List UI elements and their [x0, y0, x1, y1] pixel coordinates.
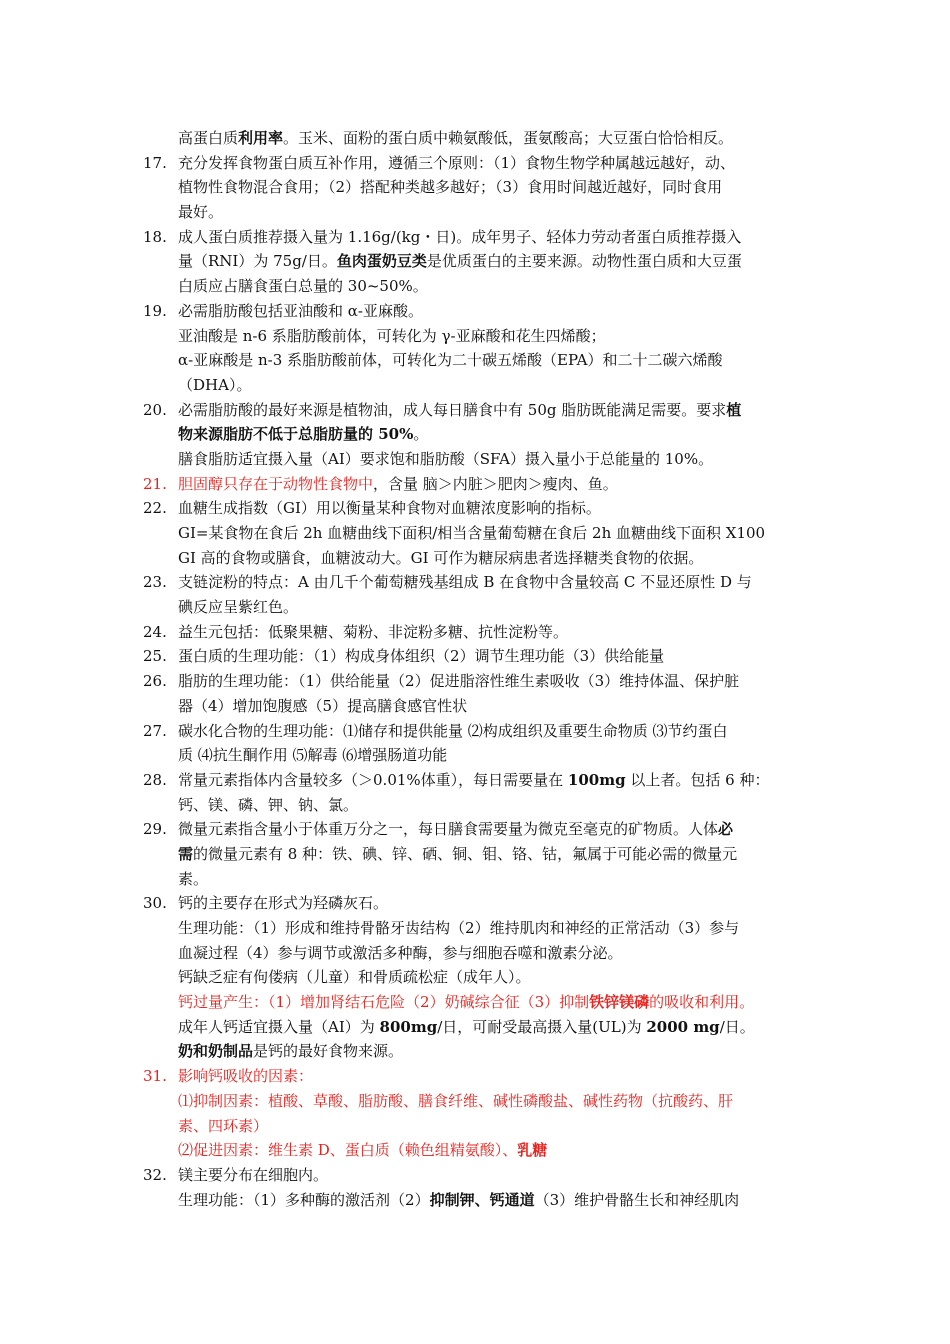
item-number: 24. — [143, 622, 167, 641]
text-line — [143, 422, 823, 447]
text-line — [143, 719, 823, 744]
text-run: （3）维护骨骼生长和神经肌肉 — [534, 1190, 740, 1209]
item-number: 22. — [143, 499, 167, 518]
text-line — [143, 521, 823, 546]
text-line — [143, 817, 823, 842]
text-run: 碳水化合物的生理功能：⑴储存和提供能量 ⑵构成组织及重要生命物质 ⑶节约蛋白 — [178, 721, 728, 740]
text-line — [143, 965, 823, 990]
text-line — [143, 1163, 823, 1188]
text-run: 钙的主要存在形式为羟磷灰石。 — [178, 894, 389, 913]
highlighted-text: 钙过量产生：（1）增加肾结石危险（2）奶碱综合征（3）抑制 — [178, 993, 590, 1012]
text-run: 是钙的最好食物来源。 — [253, 1042, 404, 1061]
highlighted-text: 胆固醇只存在于动物性食物中 — [178, 474, 374, 493]
text-run: 血凝过程（4）参与调节或激活多种酶，参与细胞吞噬和激素分泌。 — [178, 943, 623, 962]
item-number: 29. — [143, 820, 167, 839]
text-run: 镁主要分布在细胞内。 — [178, 1165, 329, 1184]
text-run: 必需脂肪酸的最好来源是植物油，成人每日膳食中有 50g 脂肪既能满足需要。要求 — [178, 400, 727, 419]
text-line — [143, 941, 823, 966]
text-run: 钙、镁、磷、钾、钠、氯。 — [178, 795, 359, 814]
emphasis-text: 奶和奶制品 — [178, 1042, 254, 1061]
text-run: 质 ⑷抗生酮作用 ⑸解毒 ⑹增强肠道功能 — [178, 746, 448, 765]
emphasis-text: 必 — [718, 820, 734, 839]
text-line — [143, 743, 823, 768]
text-line — [143, 496, 823, 521]
text-line — [143, 373, 823, 398]
text-line — [143, 1039, 823, 1064]
text-line — [143, 175, 823, 200]
item-number: 20. — [143, 400, 167, 419]
text-run: 支链淀粉的特点：A 由几千个葡萄糖残基组成 B 在食物中含量较高 C 不显还原性 D 与 — [178, 573, 752, 592]
text-run: 的微量元素有 8 种：铁、碘、锌、硒、铜、钼、铬、钴，氟属于可能必需的微量元 — [193, 844, 738, 863]
highlighted-text: 铁锌镁磷 — [589, 993, 650, 1012]
item-number: 19. — [143, 301, 167, 320]
text-run: 亚油酸是 n-6 系脂肪酸前体，可转化为 γ-亚麻酸和花生四烯酸； — [178, 326, 606, 345]
text-line — [143, 1138, 823, 1163]
text-line — [143, 546, 823, 571]
text-run: 常量元素指体内含量较多（＞0.01%体重），每日需要量在 — [178, 770, 568, 789]
highlighted-text: 素、四环素） — [178, 1116, 269, 1135]
text-line — [143, 570, 823, 595]
emphasis-text: 100mg — [567, 770, 626, 789]
text-line — [143, 694, 823, 719]
text-line — [143, 793, 823, 818]
text-line — [143, 1064, 823, 1089]
emphasis-text: 800mg — [379, 1017, 438, 1036]
item-number: 18. — [143, 227, 167, 246]
highlighted-text: ⑴抑制因素：植酸、草酸、脂肪酸、膳食纤维、碱性磷酸盐、碱性药物（抗酸药、肝 — [178, 1091, 734, 1110]
text-run: （DHA）。 — [178, 375, 252, 394]
emphasis-text: 需 — [178, 844, 194, 863]
text-line — [143, 768, 823, 793]
text-run: 植物性食物混合食用；（2）搭配种类越多越好；（3）食用时间越近越好，同时食用 — [178, 178, 723, 197]
emphasis-text: 2000 mg — [646, 1017, 720, 1036]
item-number: 26. — [143, 672, 167, 691]
text-line — [143, 916, 823, 941]
text-line — [143, 472, 823, 497]
text-run: 必需脂肪酸包括亚油酸和 α-亚麻酸。 — [178, 301, 423, 320]
text-line — [143, 225, 823, 250]
document-body — [143, 126, 823, 1212]
text-run: 微量元素指含量小于体重万分之一，每日膳食需要量为微克至毫克的矿物质。人体 — [178, 820, 719, 839]
text-run: 充分发挥食物蛋白质互补作用，遵循三个原则：（1）食物生物学种属越远越好，动、 — [178, 153, 736, 172]
text-run: α-亚麻酸是 n-3 系脂肪酸前体，可转化为二十碳五烯酸（EPA）和二十二碳六烯酸 — [178, 351, 723, 370]
text-line — [143, 324, 823, 349]
item-number: 17. — [143, 153, 167, 172]
item-number: 30. — [143, 894, 167, 913]
text-line — [143, 200, 823, 225]
emphasis-text: 植 — [726, 400, 742, 419]
text-line — [143, 1188, 823, 1213]
highlighted-text: 的吸收和利用。 — [649, 993, 755, 1012]
text-line — [143, 1089, 823, 1114]
text-line — [143, 867, 823, 892]
item-number: 27. — [143, 721, 167, 740]
text-line — [143, 1114, 823, 1139]
text-run: ，含量 脑＞内脏＞肥肉＞瘦肉、鱼。 — [373, 474, 618, 493]
text-run: 。玉米、面粉的蛋白质中赖氨酸低，蛋氨酸高；大豆蛋白恰恰相反。 — [283, 129, 734, 147]
text-run: /日，可耐受最高摄入量(UL)为 — [437, 1017, 647, 1036]
item-number: 28. — [143, 770, 167, 789]
emphasis-text: 鱼肉蛋奶豆类 — [336, 252, 427, 271]
text-line — [143, 348, 823, 373]
text-line — [143, 274, 823, 299]
text-run: 。 — [413, 425, 429, 444]
text-line — [143, 447, 823, 472]
item-number: 31. — [143, 1067, 167, 1086]
text-run: 白质应占膳食蛋白总量的 30~50%。 — [178, 277, 428, 296]
emphasis-text: 抑制钾、钙通道 — [429, 1190, 535, 1209]
text-run: 脂肪的生理功能：（1）供给能量（2）促进脂溶性维生素吸收（3）维持体温、保护脏 — [178, 672, 740, 691]
text-run: GI=某食物在食后 2h 血糖曲线下面积/相当含量葡萄糖在食后 2h 血糖曲线下面积 X100 — [178, 524, 766, 542]
text-run: /日。 — [719, 1017, 755, 1036]
text-line — [143, 126, 823, 151]
text-run: 是优质蛋白的主要来源。动物性蛋白质和大豆蛋 — [426, 252, 742, 271]
text-line — [143, 151, 823, 176]
text-run: 以上者。包括 6 种： — [625, 770, 770, 789]
highlighted-text: 影响钙吸收的因素： — [178, 1067, 314, 1086]
text-run: 膳食脂肪适宜摄入量（AI）要求饱和脂肪酸（SFA）摄入量小于总能量的 10%。 — [178, 449, 714, 468]
highlighted-text: ⑵促进因素：维生素 D、蛋白质（赖色组精氨酸）、 — [178, 1141, 518, 1160]
text-run: 生理功能：（1）多种酶的激活剂（2） — [178, 1190, 430, 1209]
text-run: 钙缺乏症有佝偻病（儿童）和骨质疏松症（成年人）。 — [178, 968, 531, 987]
text-run: 成年人钙适宜摄入量（AI）为 — [178, 1017, 380, 1036]
text-run: GI 高的食物或膳食，血糖波动大。GI 可作为糖尿病患者选择糖类食物的依据。 — [178, 548, 704, 567]
text-run: 素。 — [178, 869, 209, 888]
item-number: 21. — [143, 474, 167, 493]
text-run: 高蛋白质 — [178, 129, 239, 147]
text-line — [143, 669, 823, 694]
emphasis-text: 利用率 — [238, 129, 284, 147]
text-line — [143, 644, 823, 669]
text-line — [143, 595, 823, 620]
text-line — [143, 620, 823, 645]
text-run: 成人蛋白质推荐摄入量为 1.16g/(kg・日)。成年男子、轻体力劳动者蛋白质推荐摄入 — [178, 227, 742, 246]
text-run: 量（RNI）为 75g/日。 — [178, 252, 337, 271]
text-line — [143, 1015, 823, 1040]
text-line — [143, 398, 823, 423]
emphasis-text: 物来源脂肪不低于总脂肪量的 50% — [178, 425, 414, 444]
text-run: 碘反应呈紫红色。 — [178, 598, 299, 617]
text-run: 益生元包括：低聚果糖、菊粉、非淀粉多糖、抗性淀粉等。 — [178, 622, 569, 641]
item-number: 32. — [143, 1165, 167, 1184]
item-number: 23. — [143, 573, 167, 592]
text-line — [143, 842, 823, 867]
text-run: 蛋白质的生理功能：（1）构成身体组织（2）调节生理功能（3）供给能量 — [178, 647, 665, 666]
text-line — [143, 299, 823, 324]
text-run: 最好。 — [178, 203, 224, 222]
text-line — [143, 990, 823, 1015]
item-number: 25. — [143, 647, 167, 666]
highlighted-text: 乳糖 — [517, 1141, 548, 1160]
text-run: 器（4）增加饱腹感（5）提高膳食感官性状 — [178, 696, 468, 715]
text-line — [143, 249, 823, 274]
text-line — [143, 891, 823, 916]
text-run: 生理功能：（1）形成和维持骨骼牙齿结构（2）维持肌肉和神经的正常活动（3）参与 — [178, 919, 740, 937]
text-run: 血糖生成指数（GI）用以衡量某种食物对血糖浓度影响的指标。 — [178, 499, 601, 518]
